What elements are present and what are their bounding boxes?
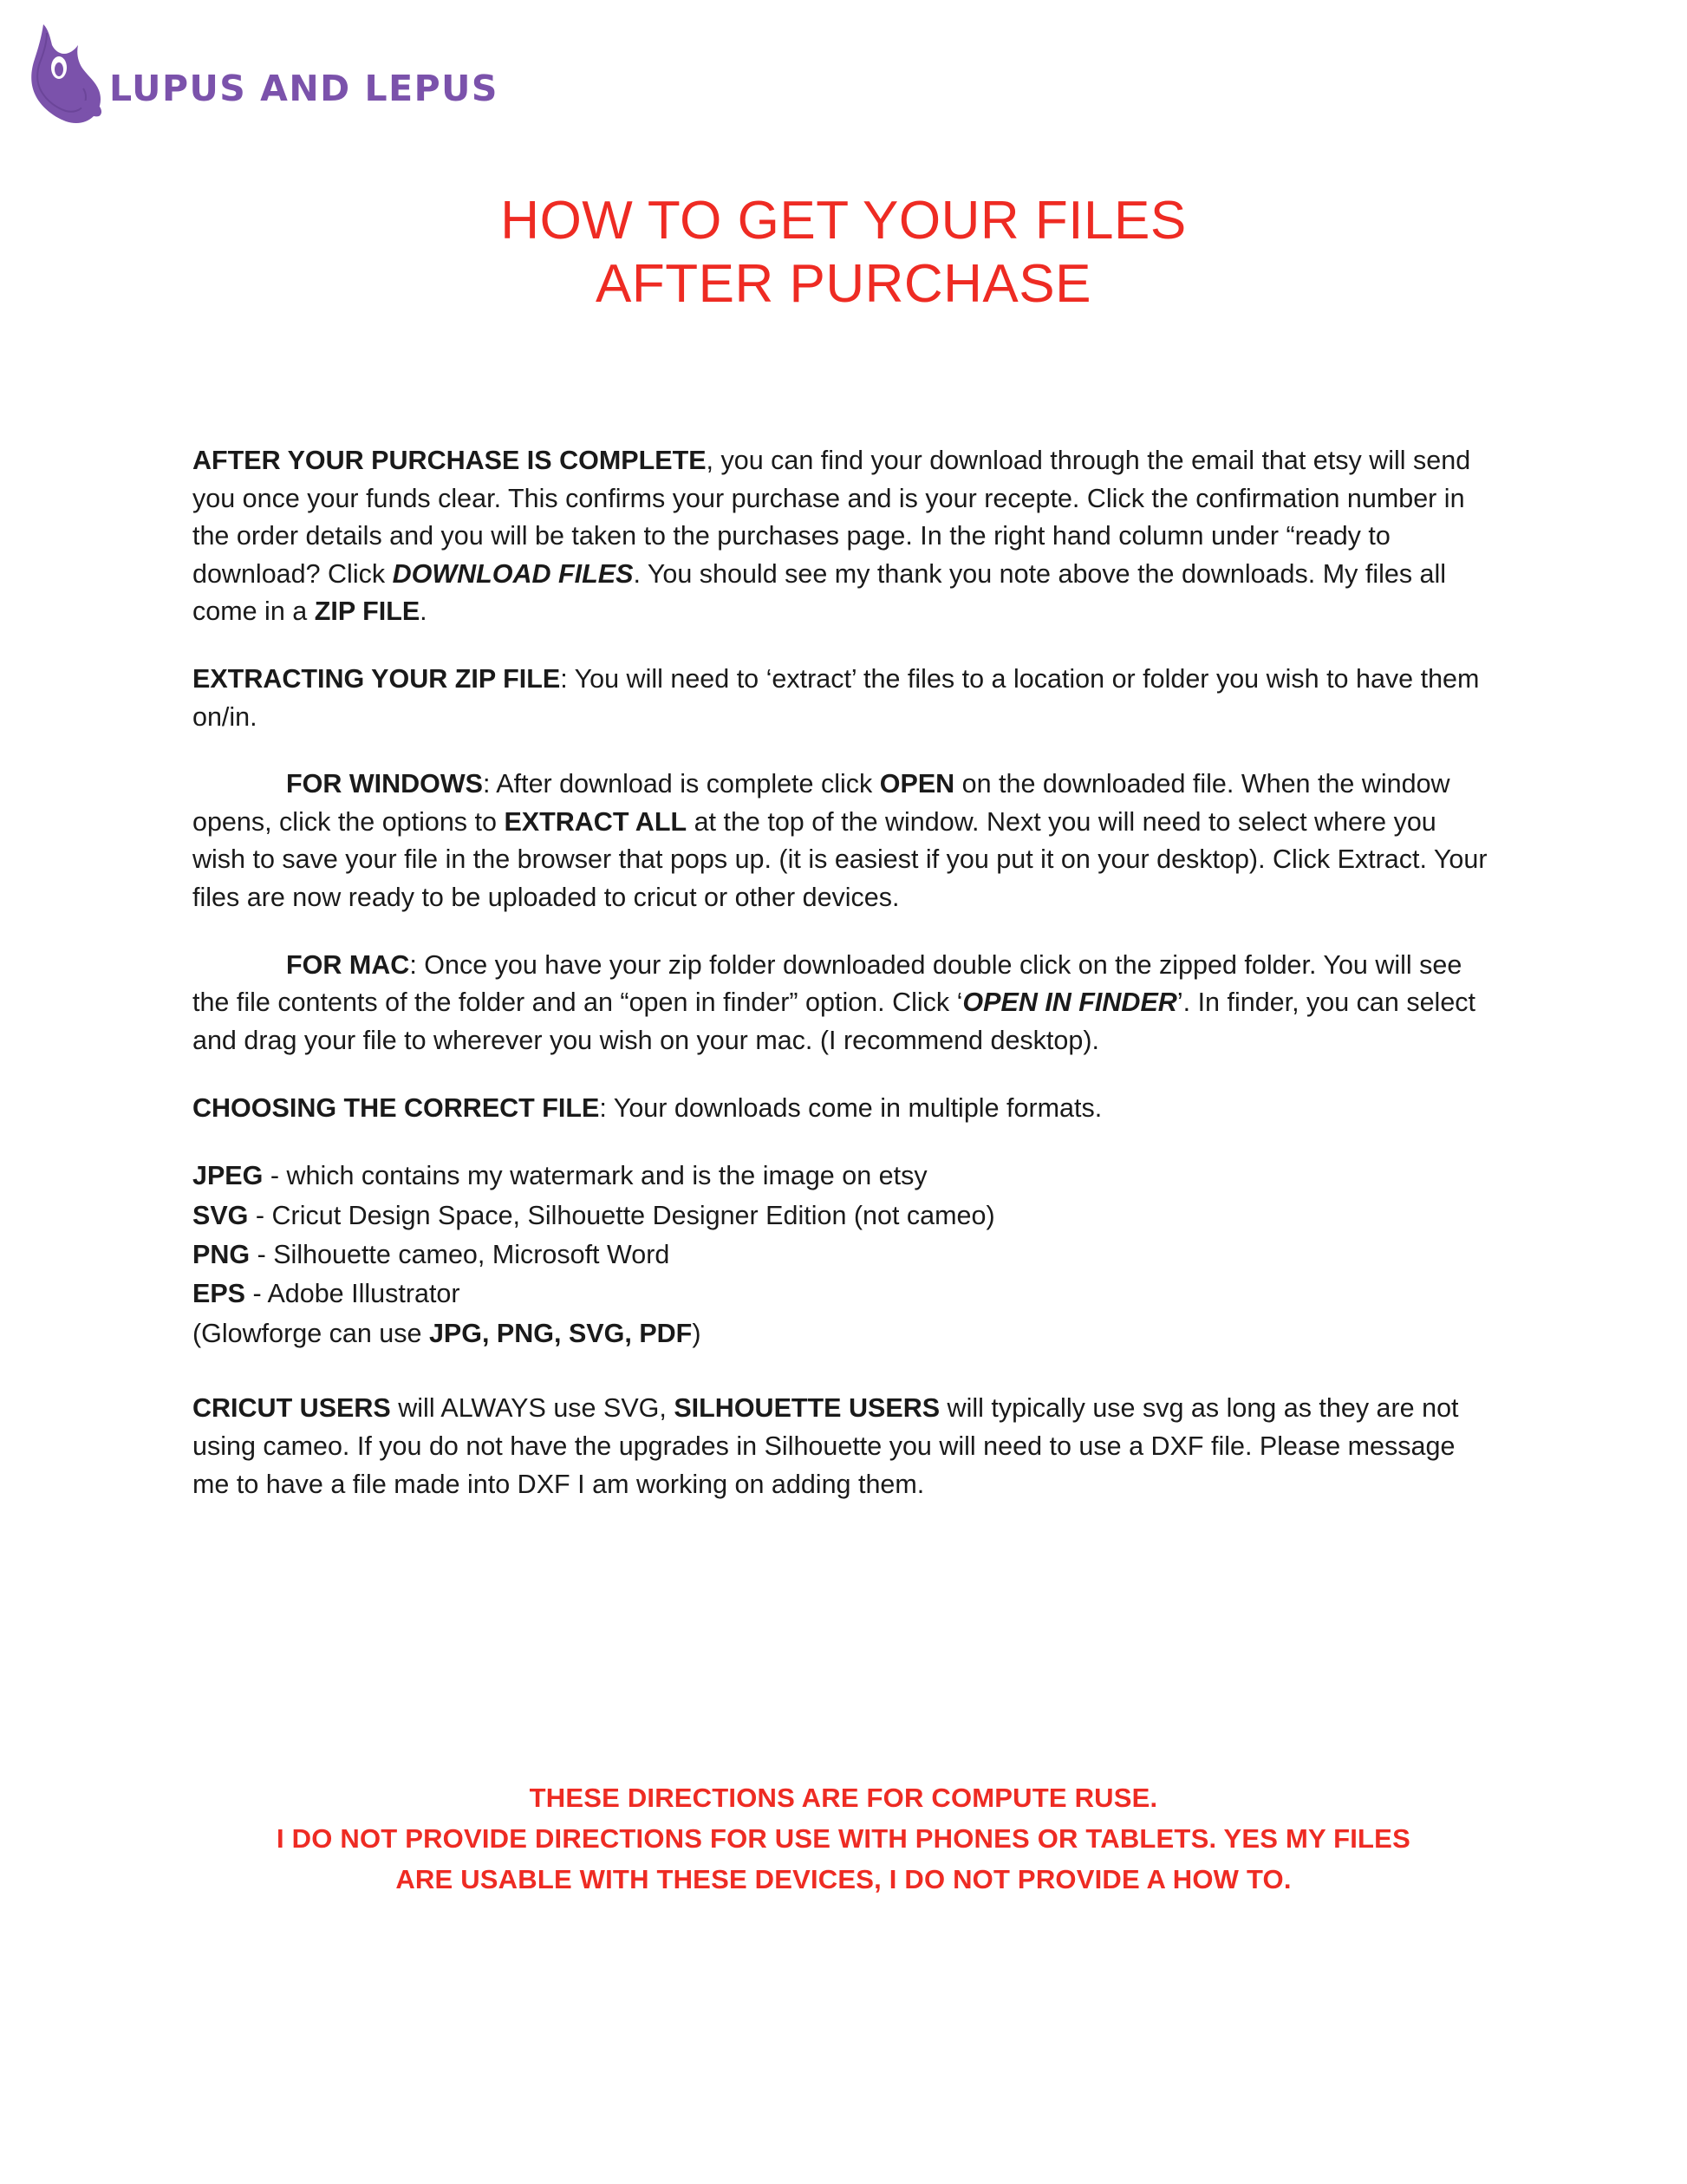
spacer: [192, 1353, 1493, 1390]
choosing-text: : Your downloads come in multiple formats.: [599, 1092, 1103, 1123]
paragraph-mac: [192, 947, 1493, 1060]
purchase-text-3: .: [420, 597, 427, 627]
paragraph-users: [192, 1390, 1493, 1503]
mac-text-2: ’. In finder, you can select and drag your file to wherever you wish on your mac. (I recommend desktop).: [192, 988, 1476, 1055]
format-label: EPS: [192, 1279, 246, 1309]
windows-emphasis-2: EXTRACT ALL: [504, 806, 687, 837]
format-desc: - which contains my watermark and is the image on etsy: [263, 1161, 928, 1191]
purchase-emphasis-2: ZIP FILE: [314, 597, 420, 627]
format-desc: - Silhouette cameo, Microsoft Word: [250, 1240, 670, 1270]
glowforge-formats: JPG, PNG, SVG, PDF: [428, 1318, 693, 1348]
glowforge-prefix: (Glowforge can use: [192, 1318, 429, 1348]
paragraph-extracting: [192, 661, 1493, 736]
list-item: [192, 1235, 1493, 1275]
mac-text-1: : Once you have your zip folder downloaded double click on the zipped folder. You will see the file contents of the folder and an “open in finder” option. Click ‘: [192, 949, 1462, 1018]
glowforge-note: [192, 1314, 1493, 1353]
document-body: [192, 442, 1493, 1533]
windows-heading: FOR WINDOWS: [286, 769, 484, 799]
silhouette-users-heading: SILHOUETTE USERS: [674, 1393, 941, 1424]
paragraph-choosing: [192, 1090, 1493, 1128]
brand-name: LUPUS AND LEPUS: [109, 68, 498, 109]
purchase-text-2: . You should see my thank you note above the downloads. My files all come in a: [192, 558, 1447, 627]
extracting-text: : You will need to ‘extract’ the files to a location or folder you wish to have them on/in.: [192, 664, 1480, 732]
glowforge-suffix: ): [692, 1318, 701, 1348]
purchase-emphasis-1: DOWNLOAD FILES: [392, 558, 634, 589]
cricut-users-heading: CRICUT USERS: [192, 1393, 391, 1424]
extracting-heading: EXTRACTING YOUR ZIP FILE: [192, 664, 561, 694]
format-label: SVG: [192, 1200, 249, 1230]
choosing-heading: CHOOSING THE CORRECT FILE: [192, 1092, 600, 1123]
brand-logo: [26, 19, 514, 134]
notice-line-1: THESE DIRECTIONS ARE FOR COMPUTE RUSE.: [529, 1783, 1158, 1813]
format-label: JPEG: [192, 1161, 264, 1191]
users-text-2: will typically use svg as long as they are not using cameo. If you do not have the upgrades in Silhouette you will need to use a DXF file. Please message me to have a file made into DXF I am working on adding them.: [192, 1393, 1459, 1499]
windows-text-3: at the top of the window. Next you will need to select where you wish to save your file in the browser that pops up. (it is easiest if you put it on your desktop). Click Extract. Your files are now ready to be uploaded to cricut or other devices.: [192, 806, 1488, 913]
windows-text-2: on the downloaded file. When the window opens, click the options to: [192, 769, 1450, 837]
footer-notice: [0, 1777, 1687, 1900]
page-title-line-2: AFTER PURCHASE: [596, 254, 1091, 315]
format-desc: - Adobe Illustrator: [245, 1279, 460, 1309]
list-item: [192, 1275, 1493, 1314]
mac-heading: FOR MAC: [286, 949, 410, 980]
windows-emphasis-1: OPEN: [879, 769, 955, 799]
notice-line-3: ARE USABLE WITH THESE DEVICES, I DO NOT PROVIDE A HOW TO.: [395, 1864, 1292, 1895]
purchase-text-1: , you can find your download through the email that etsy will send you once your funds clear. This confirms your purchase and is your recepte. Click the confirmation number in the order details and you will be taken to the purchases page. In the right hand column under “ready to download? Click: [192, 446, 1471, 589]
users-text-1: will ALWAYS use SVG,: [390, 1393, 674, 1424]
list-item: [192, 1157, 1493, 1196]
format-list: [192, 1157, 1493, 1353]
wolf-head-icon: [26, 19, 120, 134]
format-desc: - Cricut Design Space, Silhouette Designer Edition (not cameo): [248, 1200, 995, 1230]
page-title-line-1: HOW TO GET YOUR FILES: [500, 191, 1187, 251]
format-label: PNG: [192, 1240, 251, 1270]
paragraph-windows: [192, 766, 1493, 916]
mac-emphasis-1: OPEN IN FINDER: [962, 988, 1177, 1018]
page-title: [0, 189, 1687, 316]
notice-line-2: I DO NOT PROVIDE DIRECTIONS FOR USE WITH PHONES OR TABLETS. YES MY FILES: [277, 1823, 1410, 1855]
list-item: [192, 1196, 1493, 1235]
purchase-heading: AFTER YOUR PURCHASE IS COMPLETE: [192, 446, 707, 475]
paragraph-purchase: [192, 442, 1493, 631]
windows-text-1: : After download is complete click: [483, 769, 880, 799]
